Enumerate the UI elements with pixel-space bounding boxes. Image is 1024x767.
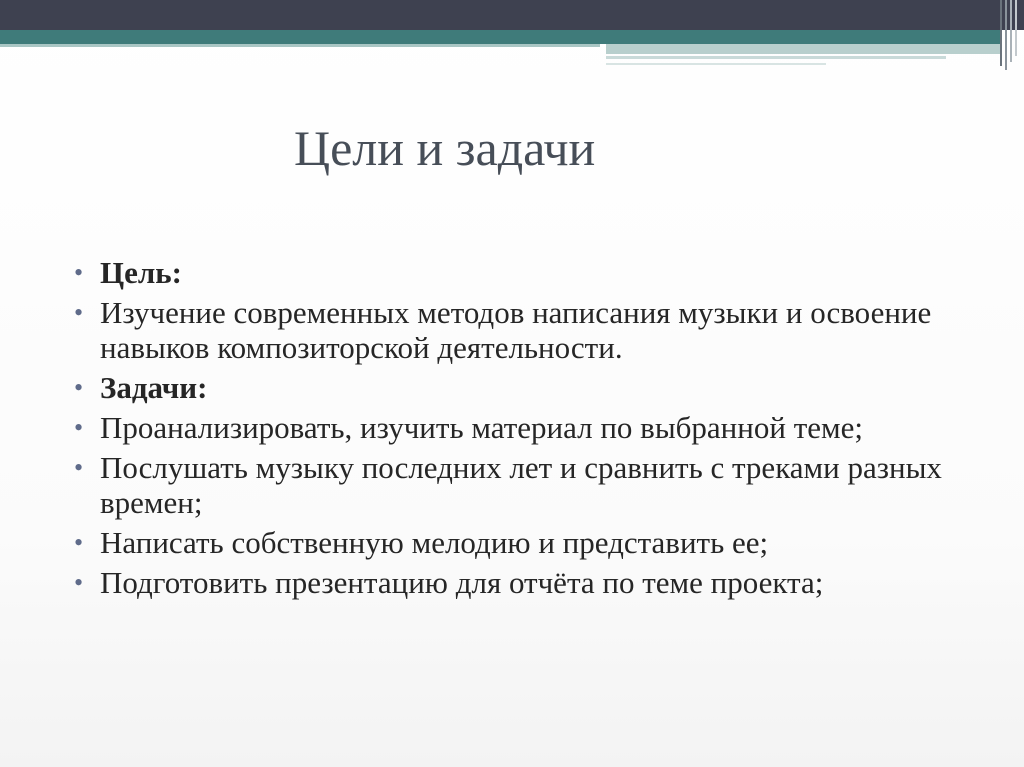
bullet-icon: • — [74, 258, 84, 287]
bullet-icon: • — [74, 453, 84, 482]
slide-title: Цели и задачи — [294, 120, 596, 176]
bullet-icon: • — [74, 298, 84, 327]
header-band-dark — [0, 0, 1024, 30]
bullet-item — [74, 525, 974, 560]
bullet-icon: • — [74, 528, 84, 557]
bullet-text: Задачи: — [100, 370, 208, 405]
decorative-vertical-line — [1000, 0, 1002, 66]
bullet-text: Изучение современных методов написания музыки и освоение навыков композиторской деятельности. — [100, 295, 932, 365]
bullet-item — [74, 410, 974, 445]
bullet-text: Подготовить презентацию для отчёта по теме проекта; — [100, 565, 824, 600]
header-band-light — [0, 44, 600, 47]
header-band-teal — [0, 30, 1000, 44]
bullet-item — [74, 295, 974, 365]
slide-content — [74, 255, 974, 605]
bullet-item — [74, 370, 974, 405]
bullet-text: Послушать музыку последних лет и сравнить с треками разных времен; — [100, 450, 942, 520]
header-band-light-right — [606, 44, 1000, 54]
header-line — [606, 63, 826, 65]
bullet-icon: • — [74, 373, 84, 402]
bullet-list — [74, 255, 974, 600]
decorative-vertical-line — [1010, 0, 1012, 62]
bullet-text: Проанализировать, изучить материал по выбранной теме; — [100, 410, 863, 445]
bullet-icon: • — [74, 413, 84, 442]
bullet-text: Цель: — [100, 255, 182, 290]
bullet-text: Написать собственную мелодию и представить ее; — [100, 525, 769, 560]
bullet-item — [74, 255, 974, 290]
bullet-item — [74, 565, 974, 600]
bullet-icon: • — [74, 568, 84, 597]
header-line — [606, 56, 946, 59]
decorative-vertical-line — [1005, 0, 1007, 70]
bullet-item — [74, 450, 974, 520]
decorative-vertical-line — [1015, 0, 1017, 56]
